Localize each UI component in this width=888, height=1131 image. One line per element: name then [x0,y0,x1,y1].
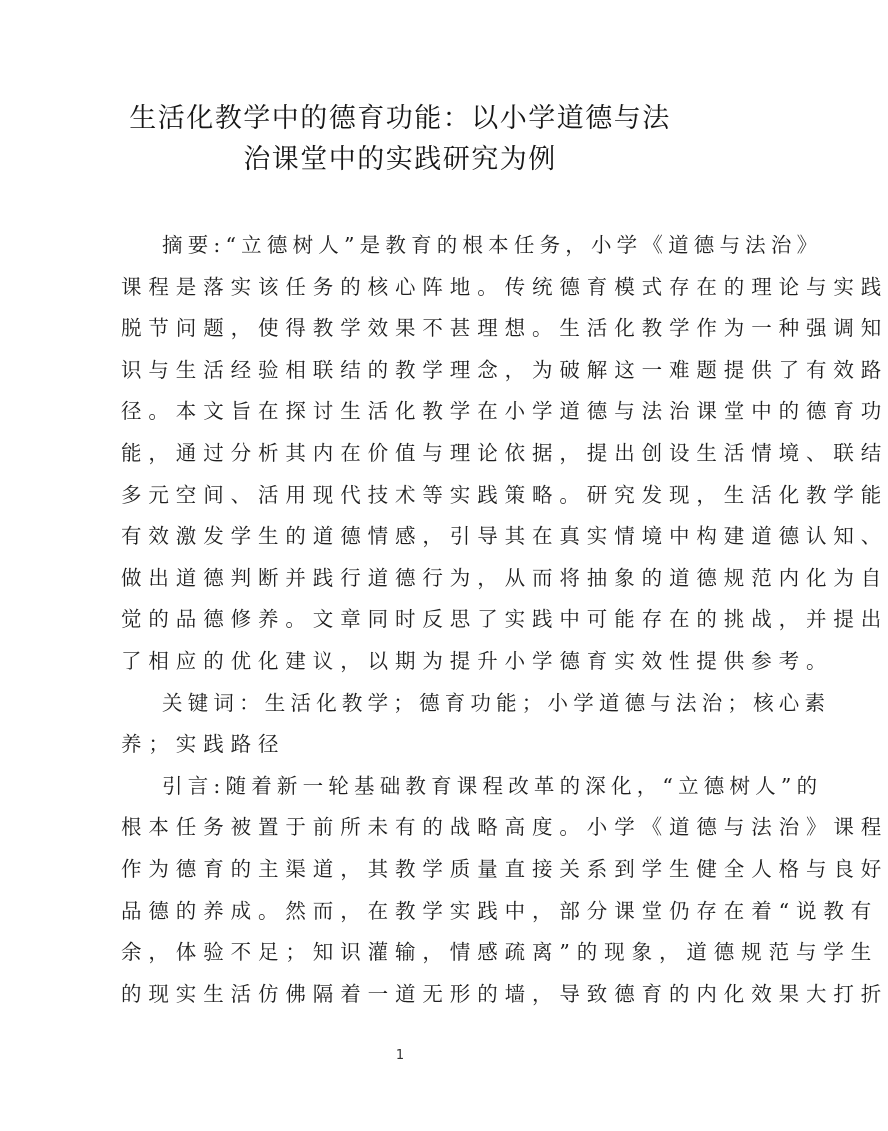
abstract-line: 脱节问题，使得教学效果不甚理想。生活化教学作为一种强调知 [121,316,888,341]
introduction-line: 作为德育的主渠道，其教学质量直接关系到学生健全人格与良好 [121,856,888,881]
abstract-line: 摘要:“立德树人”是教育的根本任务，小学《道德与法治》 [162,233,823,257]
abstract-line: 识与生活经验相联结的教学理念，为破解这一难题提供了有效路 [121,357,888,382]
document-body [121,225,888,1015]
introduction-line: 的现实生活仿佛隔着一道无形的墙，导致德育的内化效果大打折 [121,981,888,1006]
keywords-line: 关键词：生活化教学；德育功能；小学道德与法治；核心素 [162,690,831,715]
document-title [100,98,700,180]
abstract-line: 有效激发学生的道德情感，引导其在真实情境中构建道德认知、 [121,524,888,549]
title-line-2: 治课堂中的实践研究为例 [243,144,557,175]
abstract-line: 了相应的优化建议，以期为提升小学德育实效性提供参考。 [121,648,834,673]
abstract-line: 觉的品德修养。文章同时反思了实践中可能存在的挑战，并提出 [121,607,888,632]
introduction-paragraph [121,766,888,1016]
abstract-line: 课程是落实该任务的核心阵地。传统德育模式存在的理论与实践 [121,274,888,299]
abstract-paragraph [121,225,888,683]
introduction-line: 余，体验不足；知识灌输，情感疏离”的现象，道德规范与学生 [121,940,879,965]
page-number: 1 [395,1048,405,1063]
keywords-paragraph [121,683,831,766]
abstract-line: 径。本文旨在探讨生活化教学在小学道德与法治课堂中的德育功 [121,399,888,424]
introduction-line: 引言:随着新一轮基础教育课程改革的深化，“立德树人”的 [162,773,823,798]
abstract-line: 能，通过分析其内在价值与理论依据，提出创设生活情境、联结 [121,440,888,465]
title-line-1: 生活化教学中的德育功能：以小学道德与法 [129,103,671,134]
abstract-line: 多元空间、活用现代技术等实践策略。研究发现，生活化教学能 [121,482,888,507]
introduction-line: 根本任务被置于前所未有的战略高度。小学《道德与法治》课程 [121,815,888,840]
introduction-line: 品德的养成。然而，在教学实践中，部分课堂仍存在着“说教有 [121,898,879,923]
keywords-line: 养；实践路径 [121,732,286,757]
abstract-line: 做出道德判断并践行道德行为，从而将抽象的道德规范内化为自 [121,565,888,590]
